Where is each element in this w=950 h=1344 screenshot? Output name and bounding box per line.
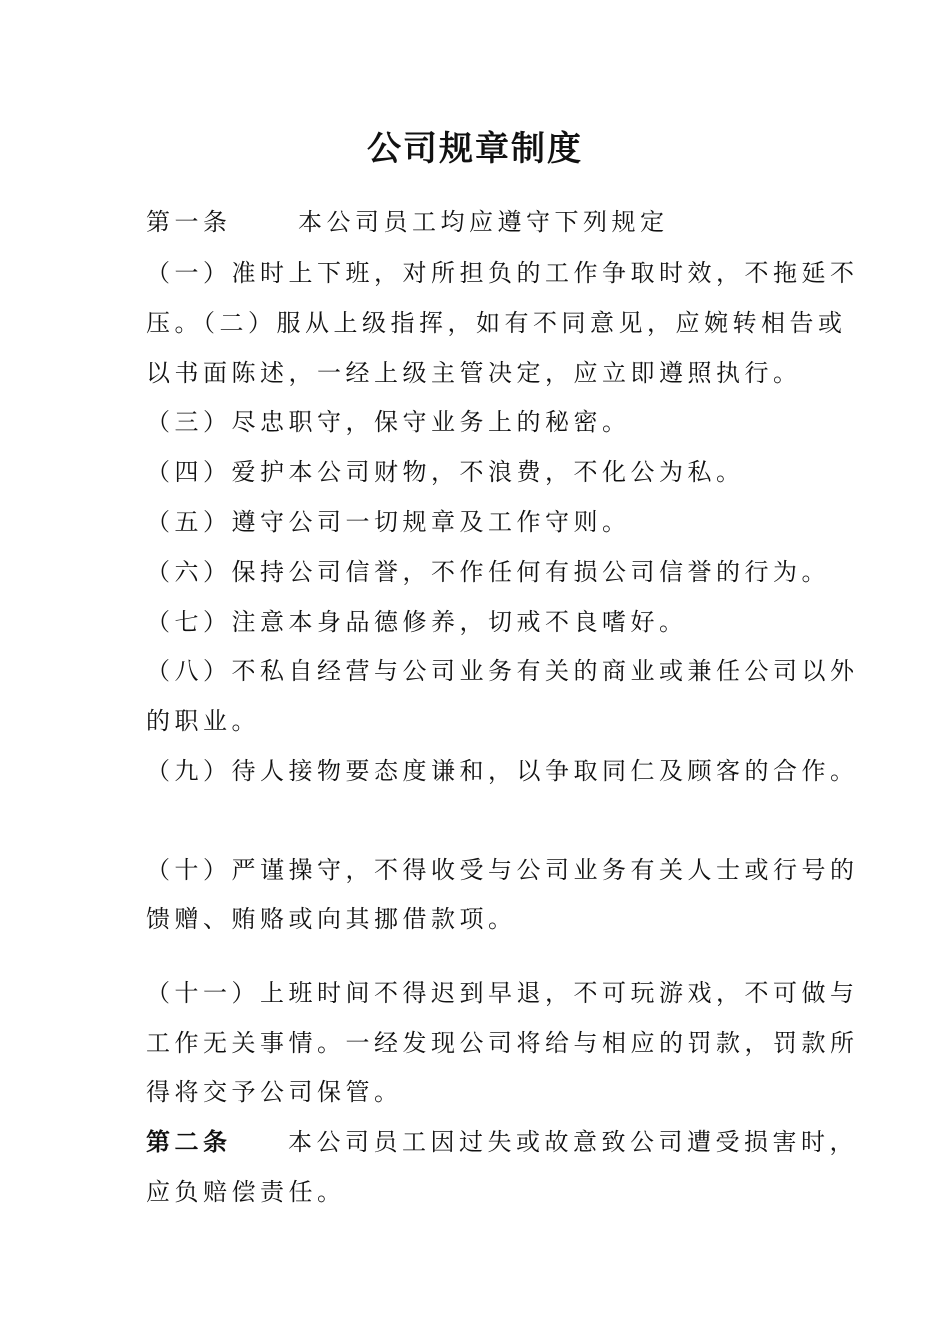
clause-line: （九）待人接物要态度谦和，以争取同仁及顾客的合作。 <box>146 757 859 785</box>
article-2-text: 本公司员工因过失或故意致公司遭受损害时， <box>288 1128 858 1156</box>
clause-line: 压。（二）服从上级指挥，如有不同意见，应婉转相告或 <box>146 309 847 337</box>
article-1-heading <box>146 205 810 239</box>
article-1-label: 第一条 <box>146 208 232 236</box>
clause-line: 馈赠、贿赂或向其挪借款项。 <box>146 905 517 933</box>
document-title: 公司规章制度 <box>367 129 583 169</box>
clause-line: （七）注意本身品德修养，切戒不良嗜好。 <box>146 608 688 636</box>
article-2-label: 第二条 <box>146 1127 232 1156</box>
clause-line: （一）准时上下班，对所担负的工作争取时效，不拖延不 <box>146 259 859 287</box>
clause-line: （三）尽忠职守，保守业务上的秘密。 <box>146 408 631 436</box>
clause-line: 以书面陈述，一经上级主管决定，应立即遵照执行。 <box>146 359 802 387</box>
article-2-line: 应负赔偿责任。 <box>146 1178 346 1206</box>
clause-line: 的职业。 <box>146 707 260 735</box>
article-1-heading-text: 本公司员工均应遵守下列规定 <box>298 208 669 236</box>
clause-line: （十）严谨操守，不得收受与公司业务有关人士或行号的 <box>146 856 859 884</box>
clause-line: （六）保持公司信誉，不作任何有损公司信誉的行为。 <box>146 558 830 586</box>
article-2-line <box>146 1125 858 1159</box>
clause-line: （五）遵守公司一切规章及工作守则。 <box>146 508 631 536</box>
clause-line: 得将交予公司保管。 <box>146 1078 403 1106</box>
clause-line: （八）不私自经营与公司业务有关的商业或兼任公司以外 <box>146 657 859 685</box>
clause-line: （四）爱护本公司财物，不浪费，不化公为私。 <box>146 458 745 486</box>
clause-line: （十一）上班时间不得迟到早退，不可玩游戏，不可做与 <box>146 979 859 1007</box>
clause-line: 工作无关事情。一经发现公司将给与相应的罚款，罚款所 <box>146 1029 859 1057</box>
